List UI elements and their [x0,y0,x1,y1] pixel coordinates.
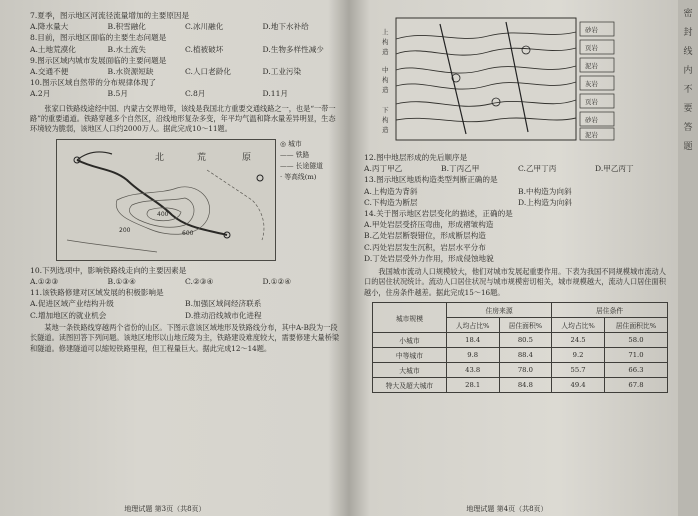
answer-option: A.促进区域产业结构升级 [30,299,114,309]
geo-label-left: 上 [382,28,389,36]
table-cell: 84.8 [499,378,552,393]
table-row [373,333,668,348]
geologic-section [378,14,618,146]
question-stem: 9.图示区域内城市发展面临的主要问题是 [30,55,167,65]
binding-edge [678,0,698,516]
answer-option: C.乙甲丁丙 [518,164,557,174]
answer-option: B.加强区域间经济联系 [185,299,262,309]
contour-label: 200 [119,226,131,234]
answer-option: B.中构造为向斜 [518,186,572,196]
question-stem: 7.夏季，图示地区河流径流量增加的主要原因是 [30,11,190,20]
table-cell: 9.8 [446,348,499,363]
edge-char: 题 [683,142,693,152]
railway-map-svg [57,140,275,260]
legend-contour: · 等高线(m) [280,172,317,181]
answer-options-row [30,66,340,77]
passage-a: 张家口铁路线途经中国、内蒙古交界地带，该线是我国北方重要交通线路之一，也是“一带一路”的重要通道。铁路穿越多个自然区，沿线地形复杂多变，年平均气温和降水量差异明显，生态环境较为脆弱，该地区人口约2000万人。据此完成10～11题。 [30,103,336,134]
map-label-north: 北 [155,152,165,163]
table-cell: 24.5 [552,333,605,348]
legend-tunnel: —— 长途隧道 [280,161,323,170]
map-label-desert: 荒 [197,152,207,163]
geo-label-right: 泥岩 [585,131,598,139]
answer-option: C.②③④ [185,277,214,287]
geo-label-left: 构 [382,38,389,46]
map-section [30,139,340,261]
geo-label-right: 页岩 [585,44,598,52]
answer-option: B.水土流失 [107,44,146,54]
table-cell: 特大及超大城市 [373,378,447,393]
table-cell: 28.1 [446,378,499,393]
left-footer: 地理试题 第3页（共8页） [124,505,206,513]
answer-options-row [30,21,340,32]
answer-options-row [364,197,672,208]
answer-option: A.上构造为背斜 [364,186,418,196]
answer-option: D.①②④ [262,277,292,287]
table-header: 居住面积比% [604,318,667,333]
table-cell: 大城市 [373,363,447,378]
answer-option: C.植被破坏 [185,44,224,54]
geo-label-left: 构 [382,76,389,84]
table-cell: 71.0 [604,348,667,363]
answer-option: A.交通不便 [30,67,69,77]
table-cell: 66.3 [604,363,667,378]
answer-option: B.积雪融化 [107,22,146,32]
answer-option: D.11月 [262,89,288,99]
edge-char: 答 [683,123,693,133]
edge-char: 不 [683,85,693,95]
question-stem: 8.目前，图示地区面临的主要生态问题是 [30,33,167,43]
left-question-block-a [30,10,340,100]
question-stem: 12.图中地层形成的先后顺序是 [364,153,468,162]
geo-label-left: 造 [382,86,389,94]
left-page [0,0,348,516]
table-cell: 43.8 [446,363,499,378]
answer-options-row [364,186,672,197]
contour-label: 400 [157,210,169,218]
table-cell: 中等城市 [373,348,447,363]
table-cell: 58.0 [604,333,667,348]
question-stem: 11.该铁路修建对区域发展的积极影响是 [30,288,164,298]
edge-char: 线 [683,47,693,57]
question-stem: 14.关于图示地区岩层变化的描述，正确的是 [364,209,513,219]
answer-option: B.①③④ [107,277,136,287]
table-cell: 67.8 [604,378,667,393]
geo-label-right: 泥岩 [585,62,598,70]
answer-option: A.降水量大 [30,22,69,32]
answer-options-row [30,88,340,99]
answer-option: A.土地荒漠化 [30,44,76,54]
answer-options-row [30,276,340,287]
answer-options-row [30,44,340,55]
geo-label-left: 造 [382,48,389,56]
answer-option: B.水资源短缺 [107,67,154,77]
answer-options-row [30,310,340,321]
map-legend [280,139,323,183]
right-footer: 地理试题 第4页（共8页） [466,505,548,513]
left-question-block-b [30,265,340,321]
table-cell: 18.4 [446,333,499,348]
table-cell: 80.5 [499,333,552,348]
geo-label-right: 页岩 [585,98,598,106]
answer-option: D.甲乙丙丁 [595,164,634,174]
edge-char: 要 [683,104,693,114]
answer-option: C.增加地区的就业机会 [30,310,107,320]
answer-option: A.丙丁甲乙 [364,164,403,174]
legend-city: ◎ 城市 [280,139,302,148]
table-header: 居住面积% [499,318,552,333]
answer-option: C.冰川融化 [185,22,224,32]
population-table [372,302,668,393]
right-page [352,0,678,516]
map-label-plain: 原 [242,152,252,163]
answer-option: C.下构造为断层 [364,197,418,207]
geo-label-right: 砂岩 [585,26,598,34]
passage-b: 某地一条铁路线穿越两个省份的山区。下图示意该区域地形及铁路线分布，其中A-B段为一段长隧道。读图回答下列问题。该地区地形以山地丘陵为主，铁路建设难度较大，需要修建大量桥梁和隧道。修建隧道可以缩短铁路里程，但工程量巨大。据此完成12～14题。 [30,322,340,353]
answer-option: B.乙处岩层断裂错位，形成断层构造 [364,231,486,241]
table-row [373,378,668,393]
answer-option: A.2月 [30,89,51,99]
question-stem: 10.图示区域自然带的分布规律体现了 [30,78,156,88]
answer-option: D.生物多样性减少 [262,44,324,54]
answer-option: B.丁丙乙甲 [441,164,480,174]
edge-char: 封 [683,28,693,38]
question-stem: 13.图示地区地质构造类型判断正确的是 [364,175,498,185]
edge-char: 内 [683,66,693,76]
geo-label-left: 构 [382,116,389,124]
table-header: 人均占比% [446,318,499,333]
table-header: 人均占比% [552,318,605,333]
answer-option: B.5月 [107,89,128,99]
answer-option: C.人口老龄化 [185,67,231,77]
table-cell: 78.0 [499,363,552,378]
contour-label: 600 [182,229,194,237]
right-question-block [364,152,672,264]
table-row [373,363,668,378]
geo-label-left: 造 [382,126,389,134]
answer-option: D.上构造为向斜 [518,197,572,207]
answer-option: D.工业污染 [262,67,302,77]
table-group-header: 居住条件 [552,303,668,318]
answer-option: D.地下水补给 [262,22,309,32]
geo-label-right: 砂岩 [585,116,598,124]
edge-char: 密 [683,9,693,19]
answer-option: A.甲处岩层受挤压弯曲，形成褶皱构造 [364,220,494,230]
geo-label-left: 下 [382,106,389,114]
table-body [373,333,668,393]
table-passage: 我国城市流动人口规模较大，他们对城市发展起重要作用。下表为我国不同规模城市流动人口的居住状况统计。流动人口居住状况与城市规模密切相关，城市规模越大，流动人口居住面积越小，住房条件越差。据此完成15～16题。 [364,267,666,297]
table-cell: 9.2 [552,348,605,363]
geologic-section-svg [378,14,618,146]
legend-railway: —— 铁路 [280,150,310,159]
table-row [373,348,668,363]
table-group-header: 住房来源 [446,303,551,318]
question-stem: 10.下列选项中，影响铁路线走向的主要因素是 [30,265,187,275]
answer-option: D.丁处岩层受外力作用，形成侵蚀地貌 [364,253,494,263]
railway-map [56,139,276,261]
table-cell: 49.4 [552,378,605,393]
answer-option: C.8月 [185,89,206,99]
geo-label-left: 中 [382,66,389,74]
geo-label-right: 灰岩 [585,80,598,88]
answer-option: C.丙处岩层发生沉积，岩层水平分布 [364,242,486,252]
table-cell: 88.4 [499,348,552,363]
answer-options-row [364,163,672,174]
table-cell: 55.7 [552,363,605,378]
answer-option: A.①②③ [30,277,59,287]
table-header: 城市规模 [373,303,447,333]
answer-options-row [30,298,340,309]
table-cell: 小城市 [373,333,447,348]
answer-option: D.推动沿线城市化进程 [185,310,262,320]
